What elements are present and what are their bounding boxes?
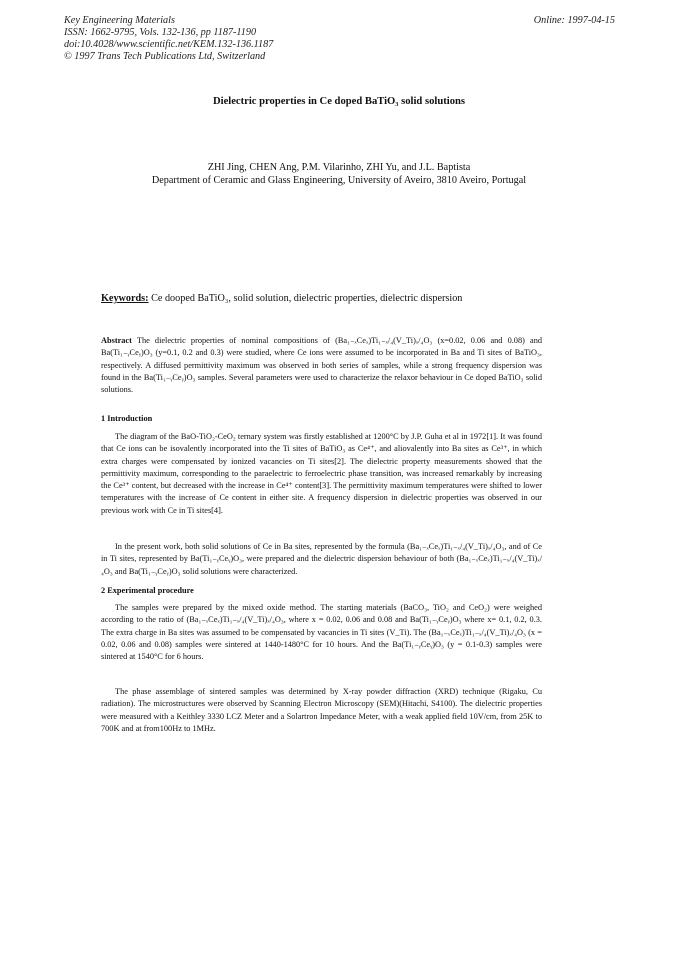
journal-name: Key Engineering Materials (64, 15, 175, 26)
section-heading: 1 Introduction (101, 414, 153, 423)
paper-title: Dielectric properties in Ce doped BaTiO₃ solid solutions (212, 96, 466, 107)
publication-header (64, 15, 273, 63)
keywords-label: Keywords: (101, 293, 149, 304)
paragraph: The diagram of the BaO-TiO₂-CeO₂ ternary system was firstly established at 1200°C by J.P. Guha et al in 1972[1]. It was found that Ce ions can be isovalently incorporated into the Ti sites of BaTiO₃ as Ce⁴⁺, and aliovalently into Ba sites as Ce³⁺, in which extra charges were compensated by ionized vacancies on Ti sites[2]. The dielectric property measurements showed that the permittivity maximum, corresponding to the paraelectric to ferroelectric phase transition, was increased remarkably by increasing the Ce³⁺ content, but decreased with the increase in Ce⁴⁺ content[3]. The permittivity maximum temperatures were shifted to lower temperatures with the increase of Ce content in either site. A frequency dispersion in dielectric properties was observed in our previous work with Ce in Ti sites[4]. (101, 432, 542, 515)
author-list: ZHI Jing, CHEN Ang, P.M. Vilarinho, ZHI Yu, and J.L. Baptista (207, 162, 471, 173)
keywords-text: Ce dooped BaTiO₃, solid solution, dielectric properties, dielectric dispersion (151, 293, 463, 304)
copyright-line: © 1997 Trans Tech Publications Ltd, Switzerland (64, 51, 266, 62)
keywords-line (101, 293, 462, 304)
abstract (101, 335, 542, 396)
author-block (0, 161, 678, 187)
doi-line: doi:10.4028/www.scientific.net/KEM.132-136.1187 (64, 39, 274, 50)
paragraph: In the present work, both solid solutions of Ce in Ba sites, represented by the formula (Ba₁₋ₓCeₓ)Ti₁₋ₓ/₄(V_Ti)ₓ/₄O₃, and of Ce in Ti sites, represented by Ba(Ti₁₋ᵧCeᵧ)O₃, were prepared and the dielectric dispersion behaviour of both (Ba₁₋ₓCeₓ)Ti₁₋ₓ/₄(V_Ti)ₓ/₄O₃ and Ba(Ti₁₋ᵧCeᵧ)O₃ solid solutions were characterized. (101, 542, 542, 576)
paragraph: The phase assemblage of sintered samples was determined by X-ray powder diffraction (XRD) technique (Rigaku, Cu radiation). The microstructures were observed by Scanning Electron Microscopy (SEM)(Hitachi, S4100). The dielectric properties were measured with a Keithley 3330 LCZ Meter and a Solartron Impedance Meter, with a weak applied field 10V/cm, from 25K to 700K and at from100Hz to 1MHz. (101, 687, 542, 733)
paragraph: The samples were prepared by the mixed oxide method. The starting materials (BaCO₃, TiO₂ and CeO₂) were weighed according to the ratio of (Ba₁₋ₓCeₓ)Ti₁₋ₓ/₄(V_Ti)ₓ/₄O₃, where x = 0.02, 0.06 and 0.08 and Ba(Ti₁₋ᵧCeᵧ)O₃ where x= 0.1, 0.2, 0.3. The extra charge in Ba sites was assumed to be compensated by vacancies in Ti sites (V_Ti). The (Ba₁₋ₓCeₓ)Ti₁₋ₓ/₄(V_Ti)ₓ/₄O₃ (x = 0.02, 0.06 and 0.08) samples were sintered at 1440-1480°C for 10 hours. And the Ba(Ti₁₋ᵧCeᵧ)O₃ (y = 0.1-0.3) samples were sintered at 1540°C for 6 hours. (101, 603, 542, 662)
section-heading: 2 Experimental procedure (101, 586, 194, 595)
issn-line: ISSN: 1662-9795, Vols. 132-136, pp 1187-1190 (64, 27, 257, 38)
affiliation: Department of Ceramic and Glass Engineering, University of Aveiro, 3810 Aveiro, Portugal (151, 175, 527, 186)
abstract-label: Abstract (101, 336, 132, 345)
abstract-text: The dielectric properties of nominal compositions of (Ba₁₋ₓCeₓ)Ti₁₋ₓ/₄(V_Ti)ₓ/₄O₃ (x=0.02, 0.06 and 0.08) and Ba(Ti₁₋ᵧCeᵧ)O₃ (y=0.1, 0.2 and 0.3) were studied, where Ce ions were assumed to be incorporated in Ba and Ti sites of BaTiO₃, respectively. A diffused permittivity maximum was observed in both series of samples, while a strong frequency dispersion was found in the Ba(Ti₁₋ᵧCeᵧ)O₃ samples. Several parameters were used to characterize the relaxor behaviour in Ce doped BaTiO₃ solid solutions. (101, 336, 542, 395)
online-date: Online: 1997-04-15 (533, 15, 615, 26)
